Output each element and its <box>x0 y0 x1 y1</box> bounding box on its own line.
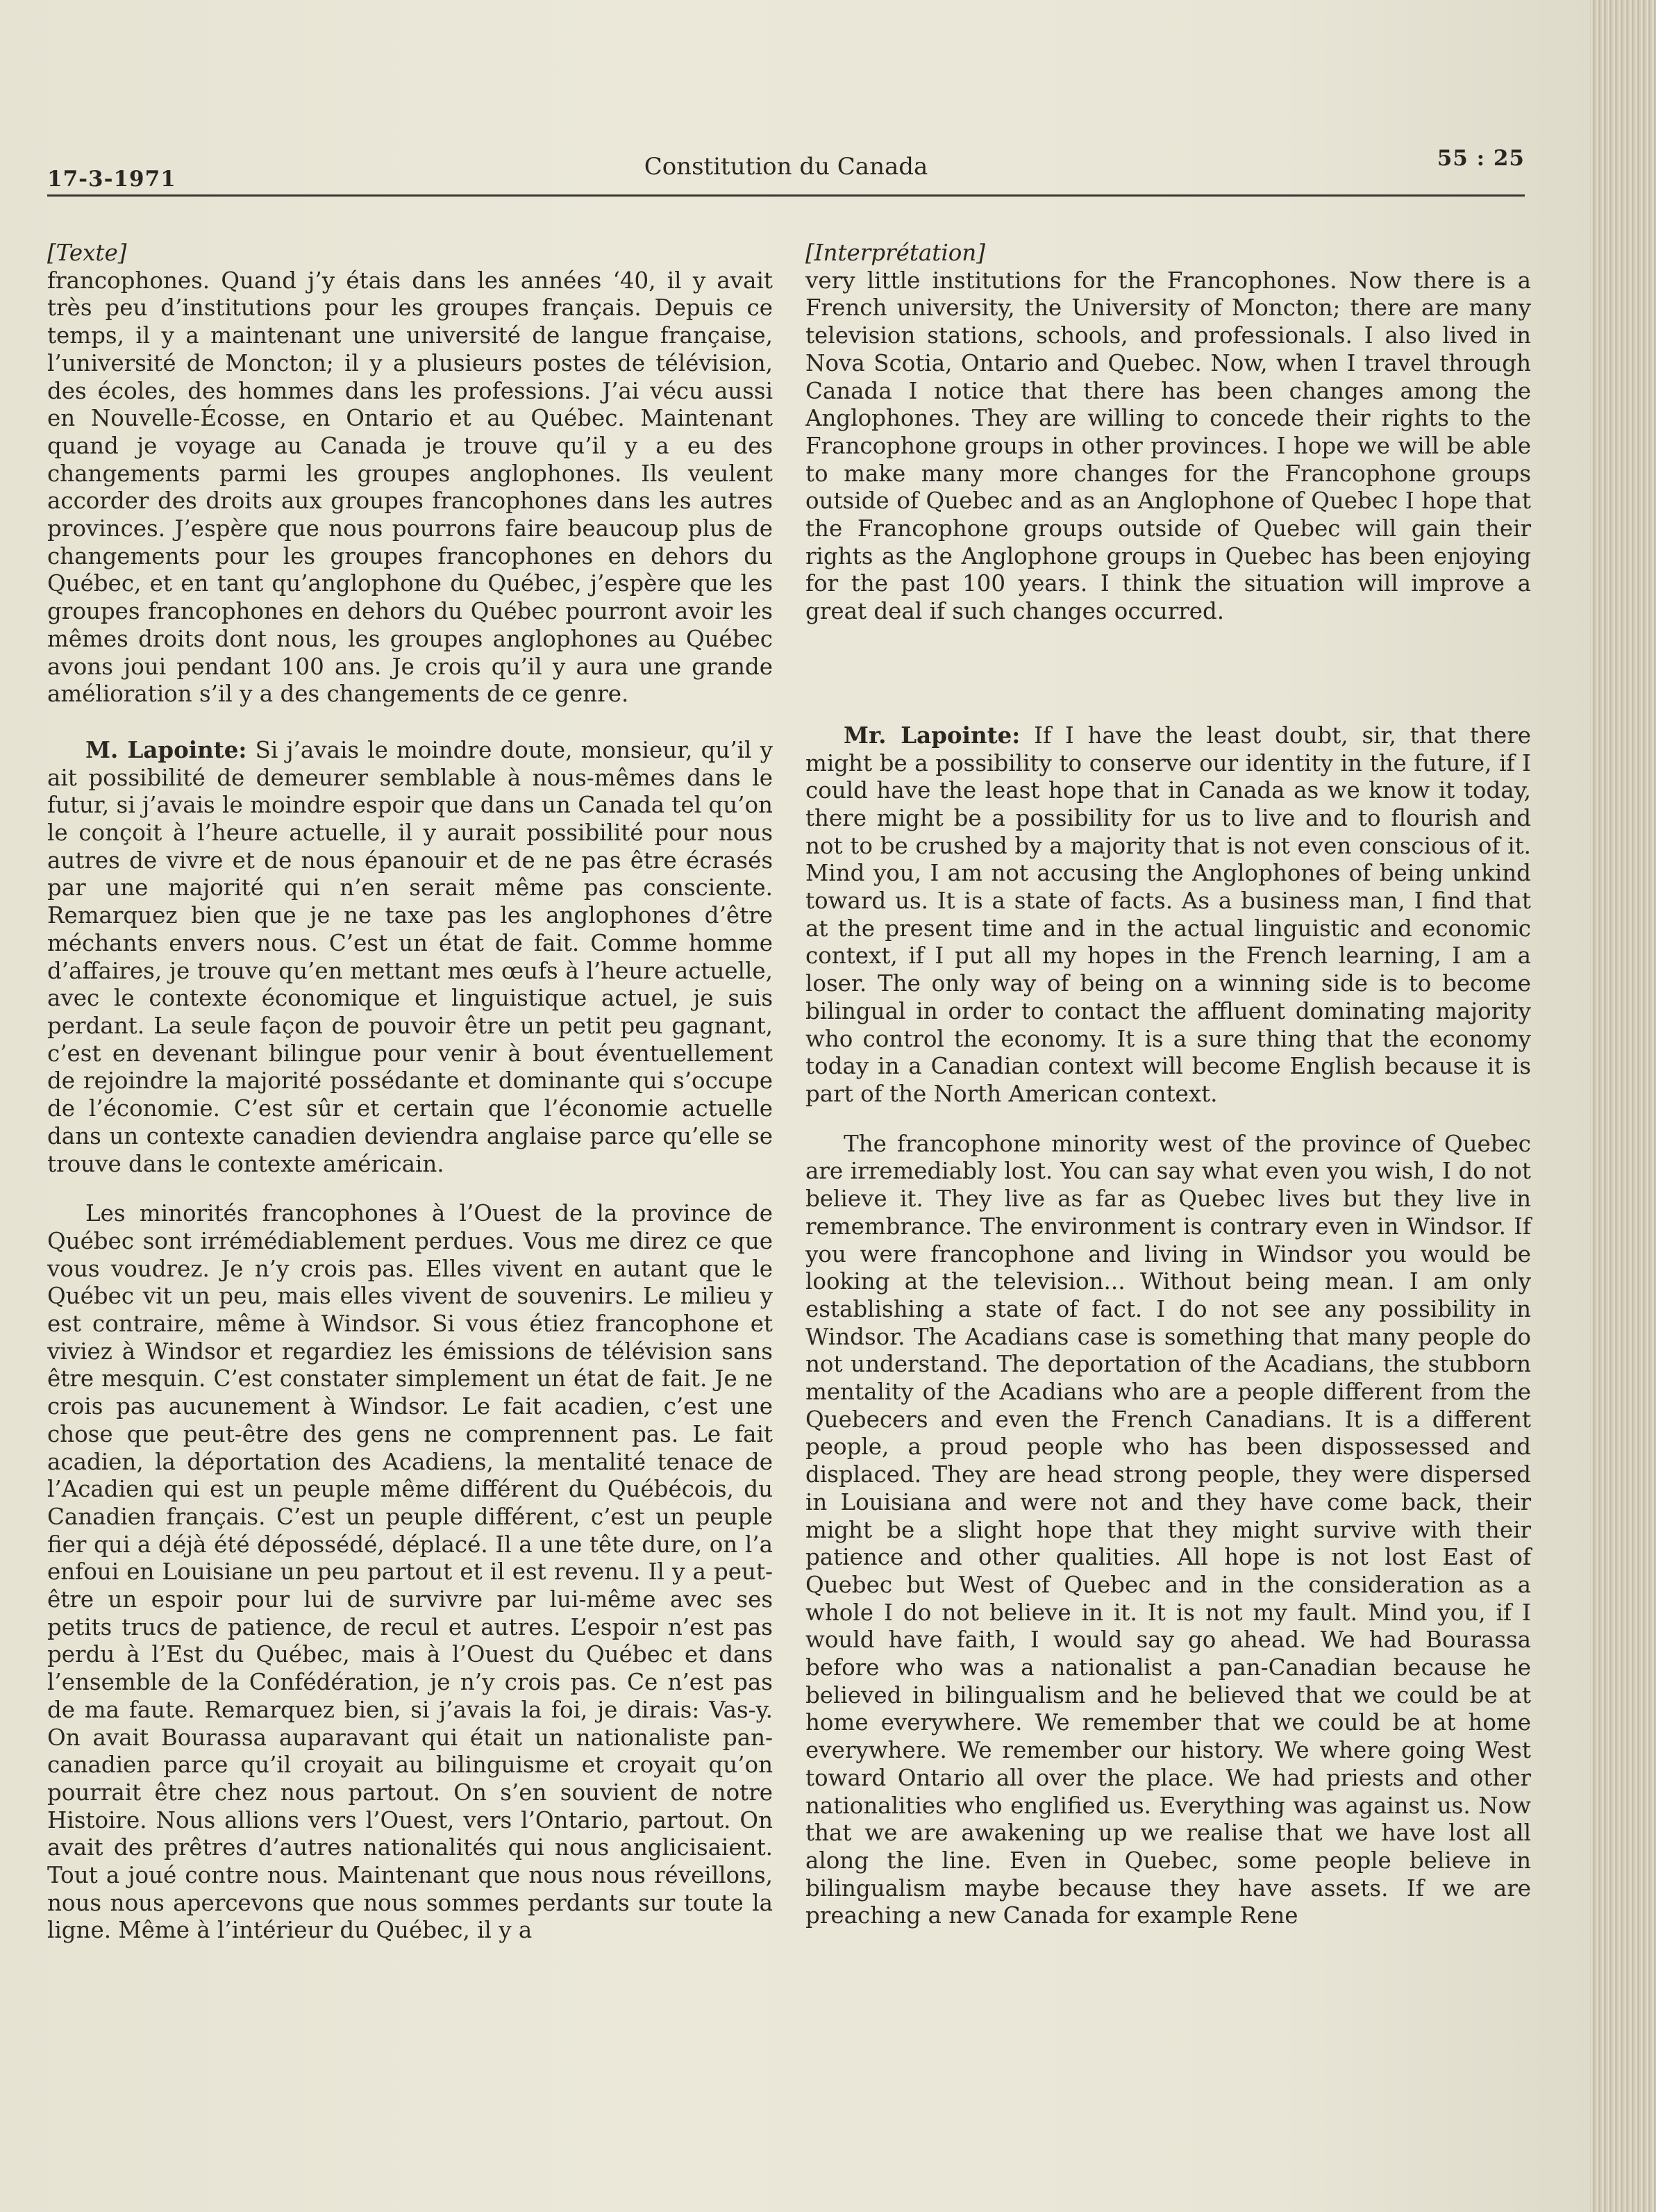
paragraph-left-2-text: Si j’avais le moindre doute, monsieur, qu’il y ait possibilité de demeurer semblable à nous-mêmes dans le futur, si j’avais le moindre espoir que dans un Canada tel qu’on le conçoit à l’heure actuelle, il y aurait possibilité pour nous autres de vivre et de nous épanouir et de ne pas être écrasés par une majorité qui n’en serait même pas consciente. Remarquez bien que je ne taxe pas les anglophones d’être méchants envers nous. C’est un état de fait. Comme homme d’affaires, je trouve qu’en mettant mes œufs à l’heure actuelle, avec le contexte économique et linguistique actuel, je suis perdant. La seule façon de pouvoir être un petit peu gagnant, c’est en devenant bilingue pour venir à bout éventuellement de rejoindre la majorité possédante et dominante qui s’occupe de l’économie. C’est sûr et certain que l’économie actuelle dans un contexte canadien deviendra anglaise parce qu’elle se trouve dans le contexte américain. <box>47 736 773 1177</box>
speaker-name-left: M. Lapointe: <box>85 735 247 763</box>
header-title: Constitution du Canada <box>644 153 928 181</box>
paragraph-right-3: The francophone minority west of the province of Quebec are irremediably lost. You can say what even you wish, I do not believe it. They live as far as Quebec lives but they live in remembrance. The environment is contrary even in Windsor. If you were francophone and living in Windsor you would be looking at the television... Without being mean. I am only establishing a state of fact. I do not see any possibility in Windsor. The Acadians case is something that many people do not understand. The deportation of the Acadians, the stubborn mentality of the Acadians who are a people different from the Quebecers and even the French Canadians. It is a different people, a proud people who has been dispossessed and displaced. They are head strong people, they were dispersed in Louisiana and were not and they have come back, their might be a slight hope that they might survive with their patience and other qualities. All hope is not lost East of Quebec but West of Quebec and in the consideration as a whole I do not believe in it. It is not my fault. Mind you, if I would have faith, I would say go ahead. We had Bourassa before who was a nationalist a pan-Canadian because he believed in bilingualism and he believed that we could be at home everywhere. We remember that we could be at home everywhere. We remember our history. We where going West toward Ontario all over the place. We had priests and other nationalities who englified us. Everything was against us. Now that we are awakening up we realise that we have lost all along the line. Even in Quebec, some people believe in bilingualism maybe because they have assets. If we are preaching a new Canada for example Rene <box>805 1130 1531 1929</box>
header-date: 17-3-1971 <box>47 167 176 192</box>
paragraph-right-2 <box>805 722 1531 1108</box>
header-page-number: 55 : 25 <box>1437 146 1525 171</box>
section-label-interpretation: [Interprétation] <box>805 240 985 266</box>
page-header <box>47 139 1525 197</box>
left-column-french <box>47 240 773 1945</box>
paragraph-left-2 <box>47 736 773 1178</box>
section-label-texte: [Texte] <box>47 240 127 266</box>
paragraph-right-2-text: If I have the least doubt, sir, that there might be a possibility to conserve our identity in the future, if I could have the least hope that in Canada as we know it today, there might be a possibility for us to live and to flourish and not to be crushed by a majority that is not even conscious of it. Mind you, I am not accusing the Anglophones of being unkind toward us. It is a state of facts. As a business man, I find that at the present time and in the actual linguistic and economic context, if I put all my hopes in the French learning, I am a loser. The only way of being on a winning side is to become bilingual in order to contact the affluent dominating majority who control the economy. It is a sure thing that the economy today in a Canadian context will become English because it is part of the North American context. <box>805 722 1532 1107</box>
page-edge-stack <box>1590 0 1656 2212</box>
speaker-name-right: Mr. Lapointe: <box>844 721 1021 749</box>
paragraph-left-3: Les minorités francophones à l’Ouest de la province de Québec sont irrémédiablement perdues. Vous me direz ce que vous voudrez. Je n’y crois pas. Elles vivent en autant que le Québec vit un peu, mais elles vivent de souvenirs. Le milieu y est contraire, même à Windsor. Si vous étiez francophone et viviez à Windsor et regardiez les émissions de télévision sans être mesquin. C’est constater simplement un état de fait. Je ne crois pas aucunement à Windsor. Le fait acadien, c’est une chose que peut-être des gens ne comprennent pas. Le fait acadien, la déportation des Acadiens, la mentalité tenace de l’Acadien qui est un peuple même différent du Québécois, du Canadien français. C’est un peuple différent, c’est un peuple fier qui a déjà été dépossédé, déplacé. Il a une tête dure, on l’a enfoui en Louisiane un peu partout et il est revenu. Il y a peut-être un espoir pour lui de survivre par lui-même avec ses petits trucs de patience, de recul et autres. L’espoir n’est pas perdu à l’Est du Québec, mais à l’Ouest du Québec et dans l’ensemble de la Confédération, je n’y crois pas. Ce n’est pas de ma faute. Remarquez bien, si j’avais la foi, je dirais: Vas-y. On avait Bourassa auparavant qui était un nationaliste pan-canadien parce qu’il croyait au bilinguisme et croyait qu’on pourrait être chez nous partout. On s’en souvient de notre Histoire. Nous allions vers l’Ouest, vers l’Ontario, partout. On avait des prêtres d’autres nationalités qui nous anglicisaient. Tout a joué contre nous. Maintenant que nous nous réveillons, nous nous apercevons que nous sommes perdants sur toute la ligne. Même à l’intérieur du Québec, il y a <box>47 1200 773 1944</box>
paragraph-left-1: francophones. Quand j’y étais dans les années ‘40, il y avait très peu d’institutions pour les groupes français. Depuis ce temps, il y a maintenant une université de langue française, l’université de Moncton; il y a plusieurs postes de télévision, des écoles, des hommes dans les professions. J’ai vécu aussi en Nouvelle-Écosse, en Ontario et au Québec. Maintenant quand je voyage au Canada je trouve qu’il y a eu des changements parmi les groupes anglophones. Ils veulent accorder des droits aux groupes francophones dans les autres provinces. J’espère que nous pourrons faire beaucoup plus de changements pour les groupes francophones en dehors du Québec, et en tant qu’anglophone du Québec, j’espère que les groupes francophones en dehors du Québec pourront avoir les mêmes droits dont nous, les groupes anglophones au Québec avons joui pendant 100 ans. Je crois qu’il y aura une grande amélioration s’il y a des changements de ce genre. <box>47 267 773 708</box>
right-column-english <box>805 240 1531 1930</box>
paragraph-right-1: very little institutions for the Francophones. Now there is a French university, the University of Moncton; there are many television stations, schools, and professionals. I also lived in Nova Scotia, Ontario and Quebec. Now, when I travel through Canada I notice that there has been changes among the Anglophones. They are willing to concede their rights to the Francophone groups in other provinces. I hope we will be able to make many more changes for the Francophone groups outside of Quebec and as an Anglophone of Quebec I hope that the Francophone groups outside of Quebec will gain their rights as the Anglophone groups in Quebec has been enjoying for the past 100 years. I think the situation will improve a great deal if such changes occurred. <box>805 267 1531 625</box>
